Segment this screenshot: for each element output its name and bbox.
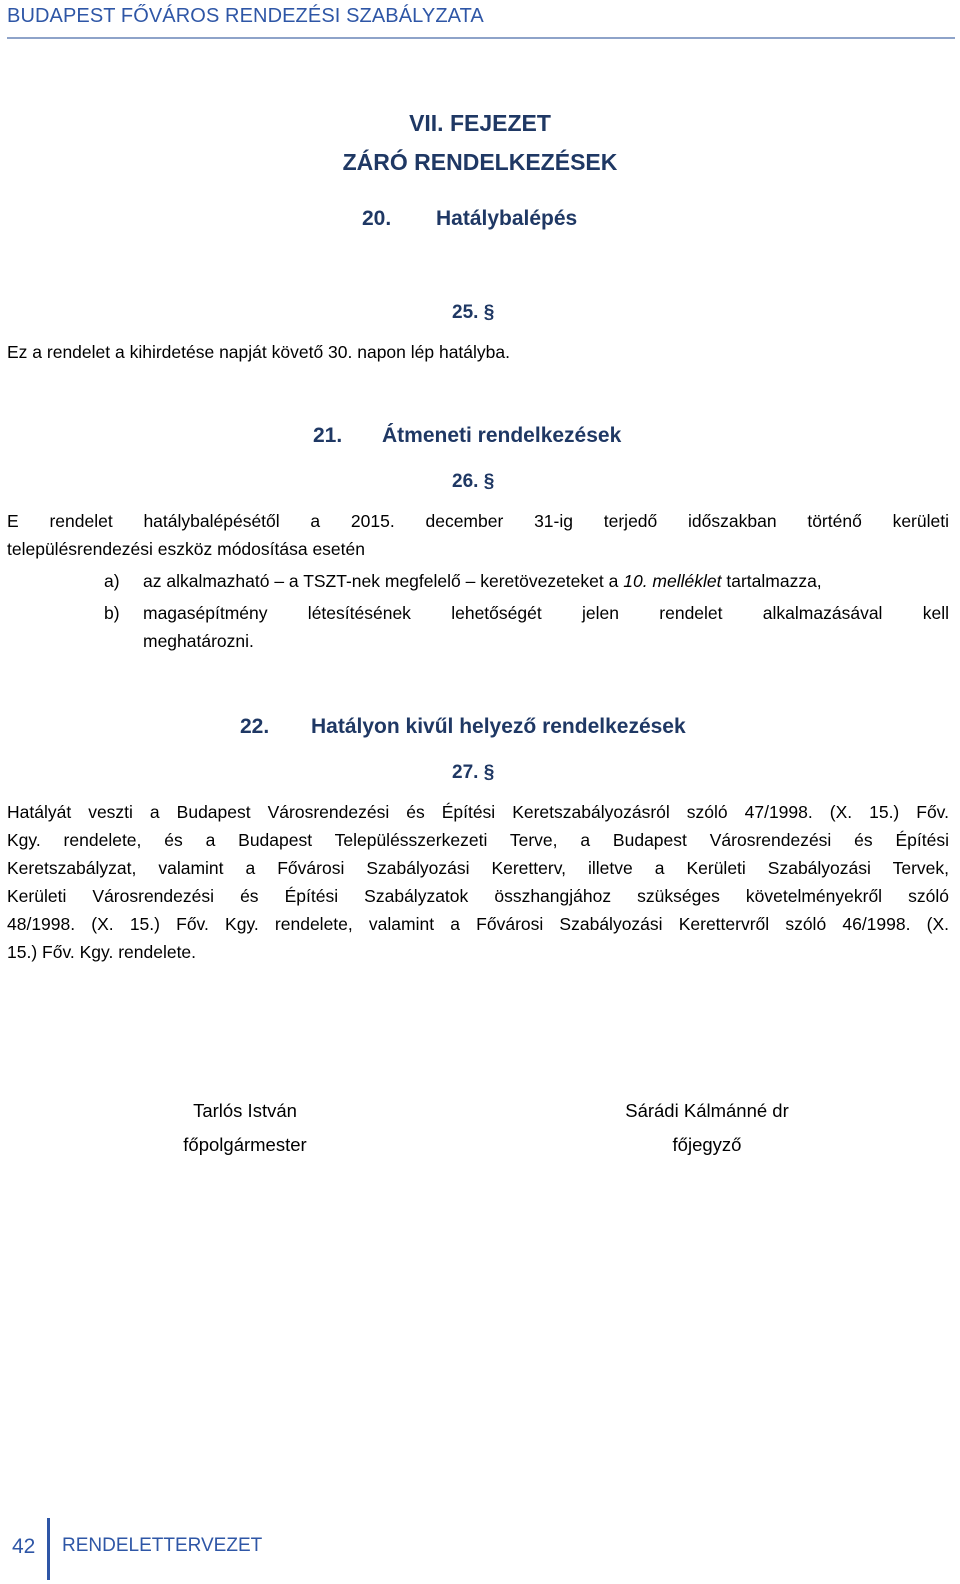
page-number: 42 [12, 1535, 36, 1558]
paragraph-26-intro-line-2: településrendezési eszköz módosítása esetén [7, 539, 365, 559]
list-item-b-line-1: magasépítmény létesítésének lehetőségét jelen rendelet alkalmazásával kell [143, 603, 949, 623]
chapter-number: VII. FEJEZET [409, 110, 551, 136]
signatory-name-notary: Sárádi Kálmánné dr [625, 1100, 789, 1121]
signatory-role-notary: főjegyző [672, 1134, 742, 1155]
header-divider [7, 37, 955, 39]
paragraph-27-line-5: 48/1998. (X. 15.) Főv. Kgy. rendelete, valamint a Fővárosi Szabályozási Kerettervről szóló 46/1998. (X. [7, 914, 949, 934]
signatory-name-mayor: Tarlós István [193, 1100, 297, 1121]
section-number-20: 20. [362, 207, 392, 230]
section-title-20: Hatálybalépés [436, 207, 578, 230]
paragraph-27-line-6: 15.) Főv. Kgy. rendelete. [7, 942, 197, 962]
chapter-title: ZÁRÓ RENDELKEZÉSEK [342, 149, 618, 175]
paragraph-27: 27. § [452, 762, 495, 783]
signatory-role-mayor: főpolgármester [183, 1134, 307, 1155]
paragraph-27-line-2: Kgy. rendelete, és a Budapest Településszerkezeti Terve, a Budapest Városrendezési és Építési [7, 830, 949, 850]
list-item-b-marker: b) [104, 603, 120, 623]
list-item-b-line-2: meghatározni. [143, 631, 254, 651]
paragraph-27-line-1: Hatályát veszti a Budapest Városrendezési és Építési Keretszabályozásról szóló 47/1998. (X. 15.) Főv. [7, 802, 949, 822]
running-header-title: BUDAPEST FŐVÁROS RENDEZÉSI SZABÁLYZATA [7, 5, 484, 27]
paragraph-27-line-3: Keretszabályzat, valamint a Fővárosi Szabályozási Keretterv, illetve a Kerületi Szabályozási Tervek, [7, 858, 949, 878]
list-item-a-text: az alkalmazható – a TSZT-nek megfelelő – keretövezeteket a 10. melléklet tartalmazza, [143, 571, 822, 591]
section-title-21: Átmeneti rendelkezések [382, 424, 622, 447]
section-title-22: Hatályon kivűl helyező rendelkezések [311, 715, 686, 738]
paragraph-26-intro-line-1: E rendelet hatálybalépésétől a 2015. december 31-ig terjedő időszakban történő kerületi [7, 511, 949, 531]
footer-label: RENDELETTERVEZET [62, 1535, 263, 1556]
paragraph-25: 25. § [452, 302, 495, 323]
section-number-21: 21. [313, 424, 343, 447]
list-item-a-marker: a) [104, 571, 120, 591]
paragraph-26: 26. § [452, 471, 495, 492]
annex-reference: 10. melléklet [623, 571, 722, 591]
paragraph-25-text: Ez a rendelet a kihirdetése napját követő 30. napon lép hatályba. [7, 342, 510, 362]
section-number-22: 22. [240, 715, 270, 738]
footer-divider [47, 1518, 50, 1580]
paragraph-27-line-4: Kerületi Városrendezési és Építési Szabályzatok összhangjához szükséges követelményekről szóló [7, 886, 949, 906]
